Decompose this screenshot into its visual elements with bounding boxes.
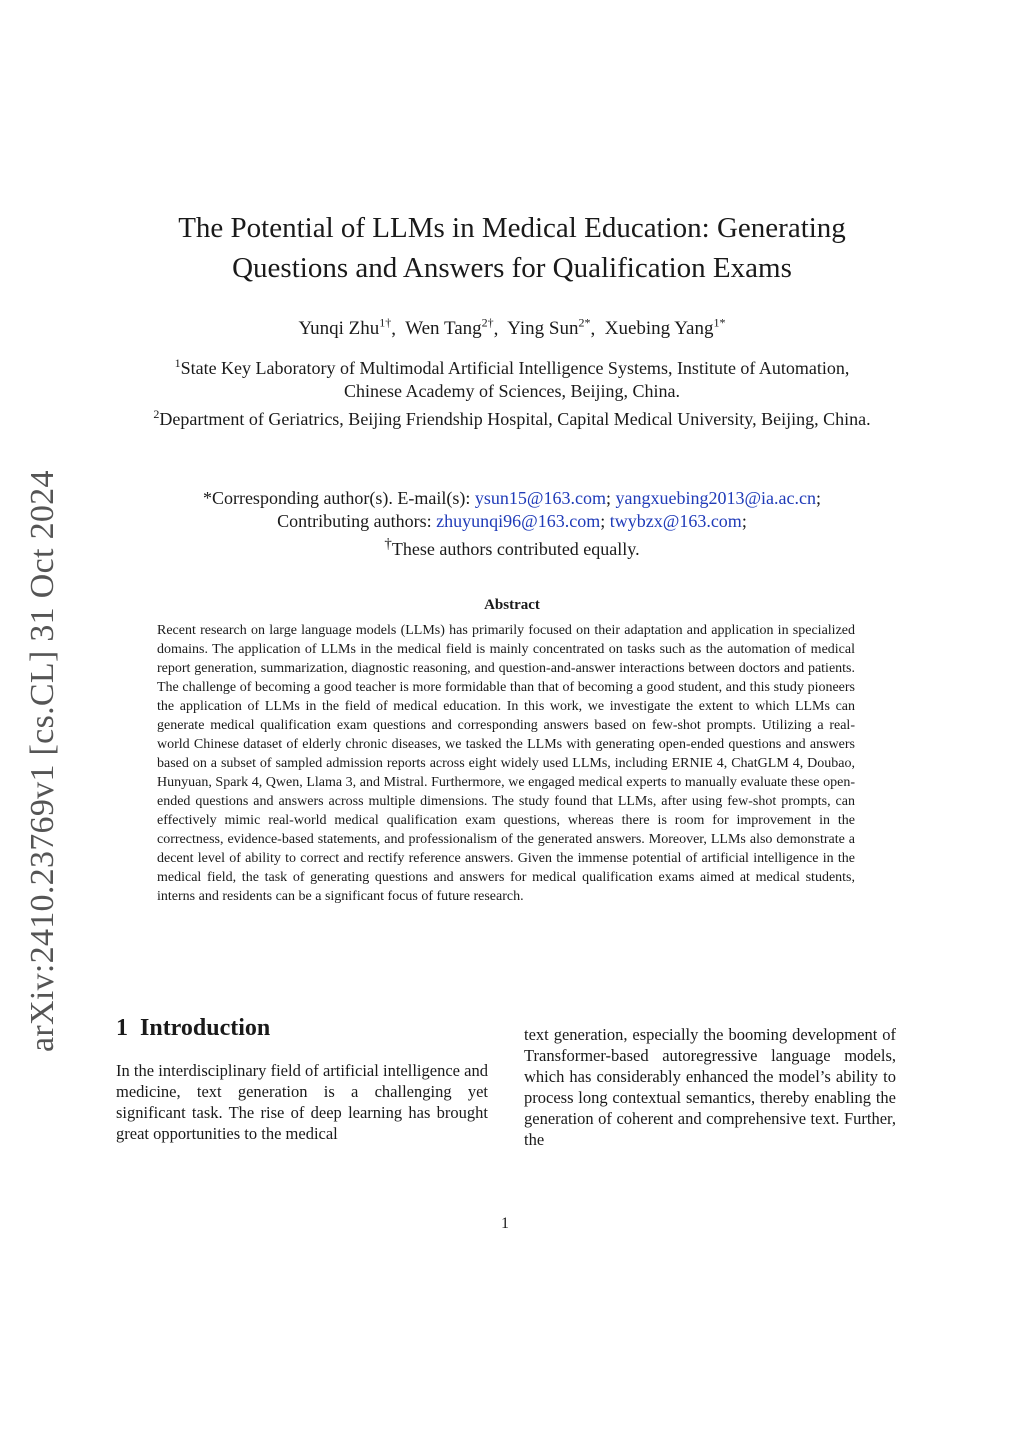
author-name: Xuebing Yang (604, 318, 714, 340)
affiliation-text: Department of Geriatrics, Beijing Friendship Hospital, Capital Medical University, Beijing, China. (159, 409, 871, 429)
author-mark: 1† (379, 316, 392, 330)
abstract-text: Recent research on large language models (LLMs) has primarily focused on their adaptation and application in specialized domains. The application of LLMs in the medical field is mainly concentrated on tasks such as the automation of medical report generation, summarization, diagnostic reasoning, and question-and-answer interactions between doctors and patients. The challenge of becoming a good teacher is more formidable than that of becoming a good student, and this study pioneers the application of LLMs in the field of medical education. In this work, we investigate the extent to which LLMs can generate medical qualification exam questions and corresponding answers based on few-shot prompts. Utilizing a real-world Chinese dataset of elderly chronic diseases, we tasked the LLMs with generating open-ended questions and answers based on a subset of sampled admission reports across eight widely used LLMs, including ERNIE 4, ChatGLM 4, Doubao, Hunyuan, Spark 4, Qwen, Llama 3, and Mistral. Furthermore, we engaged medical experts to manually evaluate these open-ended questions and answers across multiple dimensions. The study found that LLMs, after using few-shot prompts, can effectively mimic real-world medical qualification exam questions, whereas there is room for improvement in the correctness, evidence-based statements, and professionalism of the generated answers. Moreover, LLMs also demonstrate a decent level of ability to correct and rectify reference answers. Given the immense potential of artificial intelligence in the medical field, the task of generating questions and answers for medical qualification exams aimed at medical students, interns and residents can be a significant focus of future research. (157, 623, 855, 904)
affiliation (150, 352, 874, 403)
title-line-2: Questions and Answers for Qualification Exams (232, 252, 792, 284)
section-heading (116, 1015, 270, 1042)
abstract-heading: Abstract (484, 597, 540, 613)
correspondence-block (120, 487, 904, 561)
author-name: Ying Sun (507, 318, 579, 340)
contributing-prefix: Contributing authors: (277, 511, 437, 531)
intro-left-column: In the interdisciplinary field of artificial intelligence and medicine, text generation is a challenging yet significant task. The rise of deep learning has brought great opportunities to the medical (116, 1061, 488, 1143)
dagger-mark: † (384, 536, 392, 552)
email-link[interactable]: zhuyunqi96@163.com (436, 511, 601, 531)
author-mark: 2† (481, 316, 494, 330)
author (405, 318, 493, 339)
corresponding-authors: *Corresponding author(s). E-mail(s): ysun15@163.com; yangxuebing2013@ia.ac.cn; (202, 488, 822, 508)
author (299, 318, 392, 339)
email-link[interactable]: twybzx@163.com (609, 511, 742, 531)
equal-contribution-text: These authors contributed equally. (391, 539, 640, 559)
author (507, 318, 590, 339)
title-line-1: The Potential of LLMs in Medical Education: Generating (178, 212, 846, 244)
intro-right-column: text generation, especially the booming development of Transformer-based autoregressive language models, which has considerably enhanced the model’s ability to process long contextual semantics, thereby enabling the generation of coherent and comprehensive text. Further, the (524, 1025, 896, 1149)
section-number: 1 (116, 1015, 128, 1041)
page-number: 1 (501, 1215, 509, 1232)
author-list: Yunqi Zhu$^{1\dagger}$, Wen Tang$^{2\dagger}$, Ying Sun$^{2*}$, Xuebing Yang$^{1*}$ (298, 316, 726, 340)
equal-contribution-note (120, 533, 904, 561)
author (605, 318, 726, 339)
email-link[interactable]: ysun15@163.com (474, 488, 606, 508)
author-name: Wen Tang (405, 318, 482, 340)
contributing-authors: Contributing authors: zhuyunqi96@163.com; twybzx@163.com; (277, 511, 747, 531)
author-mark: 1* (713, 316, 726, 330)
affiliations (150, 352, 874, 431)
section-title: Introduction (140, 1015, 271, 1041)
email-link[interactable]: yangxuebing2013@ia.ac.cn (615, 488, 817, 508)
corresponding-prefix: *Corresponding author(s). E-mail(s): (202, 488, 475, 508)
affiliation-text: State Key Laboratory of Multimodal Artificial Intelligence Systems, Institute of Automation, Chinese Academy of Sciences, Beijing, China. (180, 358, 850, 401)
affiliation (150, 403, 874, 431)
affiliation-mark: 1 (174, 356, 181, 370)
author-name: Yunqi Zhu (298, 318, 380, 340)
paper-title (120, 208, 904, 288)
arxiv-identifier: arXiv:2410.23769v1 [cs.CL] 31 Oct 2024 (24, 470, 61, 1052)
affiliation-mark: 2 (153, 407, 160, 421)
author-mark: 2* (578, 316, 591, 330)
